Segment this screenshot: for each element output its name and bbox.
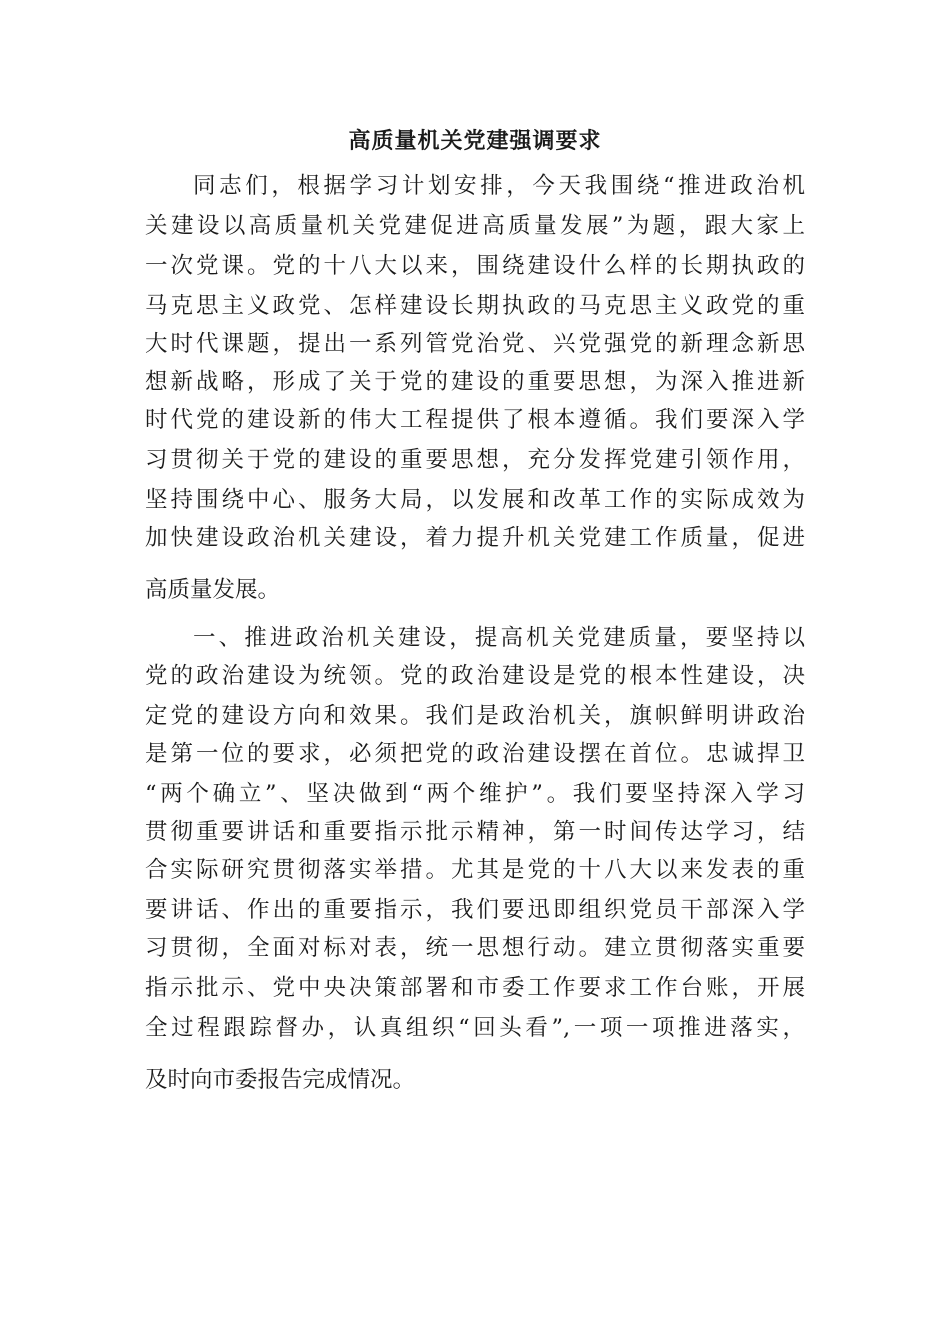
paragraph-line: 一、推进政治机关建设，提高机关党建质量，要坚持以 <box>193 625 805 651</box>
paragraph-line: 贯彻重要讲话和重要指示批示精神，第一时间传达学习，结 <box>145 819 805 845</box>
paragraph-line: 时代党的建设新的伟大工程提供了根本遵循。我们要深入学 <box>145 407 805 433</box>
paragraph-line: 关建设以高质量机关党建促进高质量发展”为题，跟大家上 <box>145 213 805 239</box>
paragraph-line: 及时向市委报告完成情况。 <box>145 1067 416 1093</box>
paragraph-line: 马克思主义政党、怎样建设长期执政的马克思主义政党的重 <box>145 293 805 319</box>
paragraph-line: 合实际研究贯彻落实举措。尤其是党的十八大以来发表的重 <box>145 857 805 883</box>
paragraph-line: 定党的建设方向和效果。我们是政治机关，旗帜鲜明讲政治 <box>145 703 805 729</box>
paragraph-line: “两个确立”、坚决做到“两个维护”。我们要坚持深入学习 <box>145 781 805 807</box>
paragraph-line: 指示批示、党中央决策部署和市委工作要求工作台账，开展 <box>145 975 805 1001</box>
paragraph-line: 习贯彻关于党的建设的重要思想，充分发挥党建引领作用， <box>145 447 805 473</box>
paragraph-line: 加快建设政治机关建设，着力提升机关党建工作质量，促进 <box>145 525 805 551</box>
paragraph-line: 习贯彻，全面对标对表，统一思想行动。建立贯彻落实重要 <box>145 935 805 961</box>
paragraph-line: 要讲话、作出的重要指示，我们要迅即组织党员干部深入学 <box>145 897 805 923</box>
paragraph-line: 党的政治建设为统领。党的政治建设是党的根本性建设，决 <box>145 663 805 689</box>
paragraph-line: 想新战略，形成了关于党的建设的重要思想，为深入推进新 <box>145 369 805 395</box>
paragraph-line: 坚持围绕中心、服务大局，以发展和改革工作的实际成效为 <box>145 487 805 513</box>
paragraph-line: 大时代课题，提出一系列管党治党、兴党强党的新理念新思 <box>145 331 805 357</box>
paragraph-line: 全过程跟踪督办，认真组织“回头看”,一项一项推进落实， <box>145 1015 805 1041</box>
paragraph-line: 是第一位的要求，必须把党的政治建设摆在首位。忠诚捍卫 <box>145 741 805 767</box>
document-title: 高质量机关党建强调要求 <box>348 128 602 154</box>
paragraph-line: 高质量发展。 <box>145 577 281 603</box>
paragraph-line: 同志们，根据学习计划安排，今天我围绕“推进政治机 <box>193 173 805 199</box>
paragraph-line: 一次党课。党的十八大以来，围绕建设什么样的长期执政的 <box>145 253 805 279</box>
